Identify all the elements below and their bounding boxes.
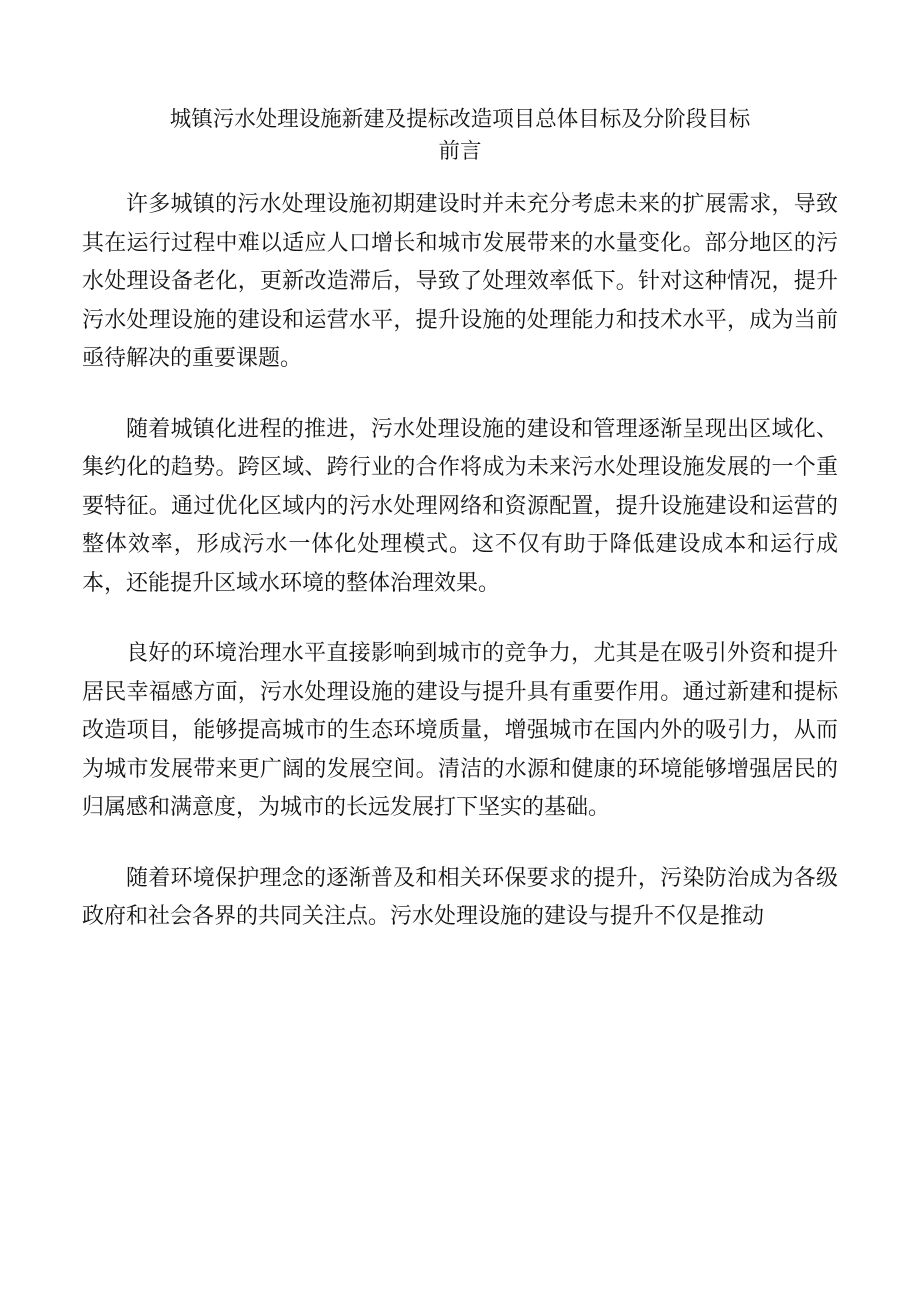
document-title: 城镇污水处理设施新建及提标改造项目总体目标及分阶段目标	[169, 107, 751, 132]
body-paragraph-4: 随着环境保护理念的逐渐普及和相关环保要求的提升，污染防治成为各级政府和社会各界的共同关注点。污水处理设施的建设与提升不仅是推动	[82, 865, 838, 929]
body-paragraph-1: 许多城镇的污水处理设施初期建设时并未充分考虑未来的扩展需求，导致其在运行过程中难以适应人口增长和城市发展带来的水量变化。部分地区的污水处理设备老化，更新改造滞后，导致了处理效率低下。针对这种情况，提升污水处理设施的建设和运营水平，提升设施的处理能力和技术水平，成为当前亟待解决的重要课题。	[82, 192, 838, 371]
document-page	[82, 106, 838, 937]
section-heading-preface: 前言	[438, 139, 482, 164]
body-paragraph-2: 随着城镇化进程的推进，污水处理设施的建设和管理逐渐呈现出区域化、集约化的趋势。跨区域、跨行业的合作将成为未来污水处理设施发展的一个重要特征。通过优化区域内的污水处理网络和资源配置，提升设施建设和运营的整体效率，形成污水一体化处理模式。这不仅有助于降低建设成本和运行成本，还能提升区域水环境的整体治理效果。	[82, 416, 838, 596]
body-paragraph-3: 良好的环境治理水平直接影响到城市的竞争力，尤其是在吸引外资和提升居民幸福感方面，污水处理设施的建设与提升具有重要作用。通过新建和提标改造项目，能够提高城市的生态环境质量，增强城市在国内外的吸引力，从而为城市发展带来更广阔的发展空间。清洁的水源和健康的环境能够增强居民的归属感和满意度，为城市的长远发展打下坚实的基础。	[82, 641, 838, 820]
